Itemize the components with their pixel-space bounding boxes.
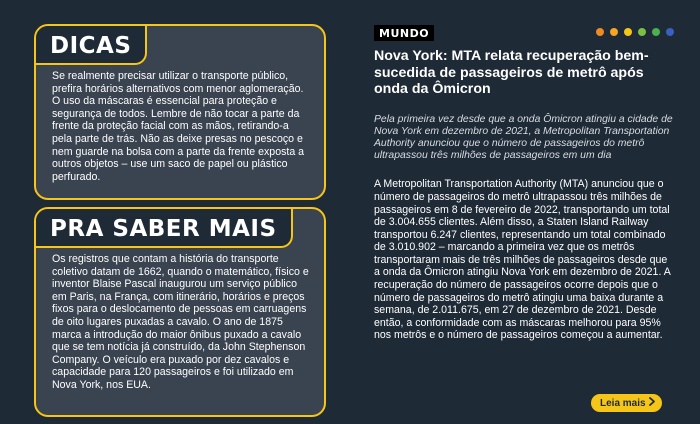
chevron-right-icon bbox=[648, 397, 656, 409]
color-dots bbox=[596, 28, 674, 36]
article-lead: Pela primeira vez desde que a onda Ômicron atingiu a cidade de Nova York em dezembro de 2021, a Metropolitan Transportation Authority anunciou que o número de passageiros do metrô ultrapassou três milhões de passageiros em um dia bbox=[374, 113, 673, 162]
article-headline: Nova York: MTA relata recuperação bem-sucedida de passageiros de metrô após onda da Ômicron bbox=[374, 48, 649, 97]
dot-5 bbox=[652, 28, 660, 36]
read-more-button[interactable] bbox=[591, 394, 662, 412]
dot-3 bbox=[624, 28, 632, 36]
dot-6 bbox=[666, 28, 674, 36]
dicas-title: DICAS bbox=[36, 26, 147, 65]
article-body: A Metropolitan Transportation Authority (MTA) anunciou que o número de passageiros do metrô ultrapassou três milhões de passageiros em 8 de fevereiro de 2022, transportando um total de 3.004.655 clientes. Além disso, a Staten Island Railway transportou 6.247 clientes, representando um total combinado de 3.010.902 – marcando a primeira vez que os metrôs transportaram mais de três milhões de passageiros desde que a onda da Ômicron atingiu Nova York em dezembro de 2021. A recuperação do número de passageiros ocorre depois que o número de passageiros do metrô atingiu uma baixa durante a semana, de 2.011.675, em 27 de dezembro de 2021. Desde então, a conformidade com as máscaras melhorou para 95% nos metrôs e o número de passageiros começou a aumentar. bbox=[374, 178, 671, 342]
pra-saber-mais-card bbox=[34, 207, 326, 417]
section-tag: MUNDO bbox=[374, 25, 434, 41]
dot-2 bbox=[610, 28, 618, 36]
dot-4 bbox=[638, 28, 646, 36]
read-more-label: Leia mais bbox=[600, 397, 646, 409]
news-column bbox=[374, 24, 674, 342]
pra-saber-mais-title: PRA SABER MAIS bbox=[36, 209, 293, 248]
dot-1 bbox=[596, 28, 604, 36]
dicas-card bbox=[34, 24, 326, 200]
dicas-body: Se realmente precisar utilizar o transporte público, prefira horários alternativos com menor aglomeração. O uso da máscaras é essencial para proteção e segurança de todos. Lembre de não tocar a parte da frente da proteção facial com as mãos, retirando-a pela parte de trás. Não as deixe presas no pescoço e nem guarde na bolsa com a parte da frente exposta a outros objetos – use um saco de papel ou plástico perfurado. bbox=[52, 70, 305, 183]
pra-saber-mais-body: Os registros que contam a história do transporte coletivo datam de 1662, quando o matemático, físico e inventor Blaise Pascal inaugurou um serviço público em Paris, na França, com itinerário, horários e preços fixos para o deslocamento de pessoas em carruagens de oito lugares puxadas a cavalo. O ano de 1875 marca a introdução do maior ônibus puxado a cavalo que se tem notícia já construído, da John Stephenson Company. O veículo era puxado por dez cavalos e capacidade para 120 passageiros e foi utilizado em Nova York, nos EUA. bbox=[52, 253, 309, 391]
